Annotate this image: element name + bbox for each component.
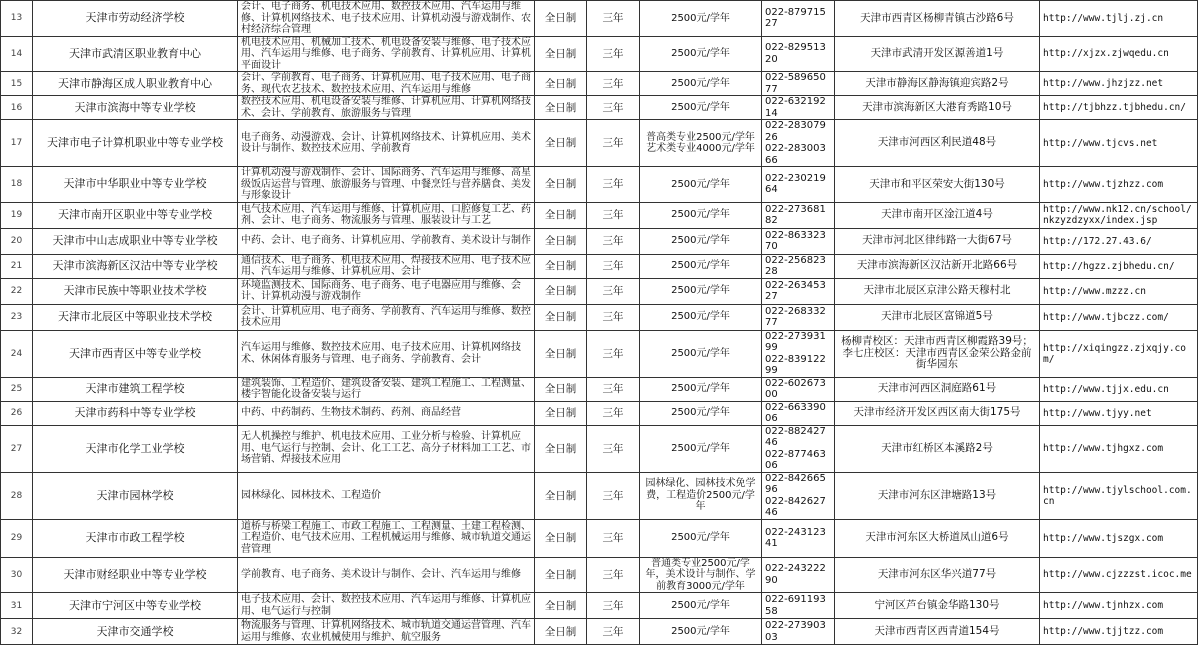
phone [762, 304, 835, 330]
phone [762, 254, 835, 278]
majors: 物流服务与管理、计算机网络技术、城市轨道交通运营管理、汽车运用与维修、农业机械使用与维护、航空服务 [238, 619, 535, 645]
row-number: 26 [1, 401, 33, 425]
duration: 三年 [587, 330, 640, 377]
table-row [1, 401, 1198, 425]
tuition-fee-line: 园林绿化、园林技术免学费，工程造价2500元/学年 [645, 478, 756, 513]
row-number: 20 [1, 228, 33, 254]
website: http://www.tjjtzz.com [1040, 619, 1198, 645]
row-number: 29 [1, 519, 33, 557]
website: http://www.tjylschool.com.cn [1040, 472, 1198, 519]
website: http://www.tjcvs.net [1040, 120, 1198, 167]
row-number: 16 [1, 96, 33, 120]
phone-line: 022-58965077 [765, 72, 826, 95]
phone-line: 022-87971527 [765, 6, 826, 30]
phone [762, 72, 835, 96]
phone-line: 022-24322290 [765, 563, 826, 586]
tuition-fee-line: 2500元/学年 [671, 77, 730, 89]
website: http://www.tjyy.net [1040, 401, 1198, 425]
tuition-fee-line: 2500元/学年 [671, 532, 730, 544]
study-mode: 全日制 [535, 472, 587, 519]
tuition-fee [640, 167, 762, 203]
study-mode: 全日制 [535, 167, 587, 203]
website: http://www.tjnhzx.com [1040, 593, 1198, 619]
school-name: 天津市财经职业中等专业学校 [33, 557, 238, 593]
tuition-fee-line: 2500元/学年 [671, 383, 730, 395]
tuition-fee [640, 330, 762, 377]
duration: 三年 [587, 228, 640, 254]
school-name: 天津市电子计算机职业中等专业学校 [33, 120, 238, 167]
table-row [1, 619, 1198, 645]
website: http://www.tjbczz.com/ [1040, 304, 1198, 330]
row-number: 27 [1, 425, 33, 472]
tuition-fee [640, 472, 762, 519]
address: 天津市滨海新区汉沽新开北路66号 [835, 254, 1040, 278]
table-row [1, 377, 1198, 401]
address: 天津市河东区华兴道77号 [835, 557, 1040, 593]
address: 天津市滨海新区大港育秀路10号 [835, 96, 1040, 120]
study-mode: 全日制 [535, 72, 587, 96]
majors: 学前教育、电子商务、美术设计与制作、会计、汽车运用与维修 [238, 557, 535, 593]
address: 天津市河北区律纬路一大街67号 [835, 228, 1040, 254]
website: http://xjzx.zjwqedu.cn [1040, 36, 1198, 72]
website: http://www.tjjx.edu.cn [1040, 377, 1198, 401]
address: 杨柳青校区：天津市西青区柳霞路39号；李七庄校区：天津市西青区金荣公路金前街华园东 [835, 330, 1040, 377]
tuition-fee [640, 202, 762, 228]
row-number: 21 [1, 254, 33, 278]
table-row [1, 472, 1198, 519]
tuition-fee [640, 1, 762, 37]
phone-line: 022-87746306 [765, 448, 826, 471]
phone [762, 167, 835, 203]
phone-line: 022-26833277 [765, 305, 826, 328]
table-row [1, 304, 1198, 330]
duration: 三年 [587, 377, 640, 401]
table-body [1, 1, 1198, 645]
address: 天津市河西区洞庭路61号 [835, 377, 1040, 401]
row-number: 15 [1, 72, 33, 96]
study-mode: 全日制 [535, 593, 587, 619]
duration: 三年 [587, 557, 640, 593]
website: http://www.jhzjzz.net [1040, 72, 1198, 96]
majors: 会计、电子商务、机电技术应用、数控技术应用、汽车运用与维修、计算机网络技术、电子技术应用、计算机动漫与游戏制作、农村经济综合管理 [238, 1, 535, 37]
tuition-fee [640, 278, 762, 304]
address: 天津市和平区荣安大街130号 [835, 167, 1040, 203]
study-mode: 全日制 [535, 228, 587, 254]
tuition-fee-line: 2500元/学年 [671, 407, 730, 419]
phone-line: 022-83912299 [765, 353, 826, 376]
school-name: 天津市北辰区中等职业技术学校 [33, 304, 238, 330]
address: 天津市静海区静海镇迎宾路2号 [835, 72, 1040, 96]
phone [762, 472, 835, 519]
table-row [1, 72, 1198, 96]
phone [762, 519, 835, 557]
phone [762, 278, 835, 304]
row-number: 19 [1, 202, 33, 228]
tuition-fee-line: 2500元/学年 [671, 285, 730, 297]
phone [762, 36, 835, 72]
majors: 无人机操控与维护、机电技术应用、工业分析与检验、计算机应用、电气运行与控制、会计、化工工艺、高分子材料加工工艺、市场营销、焊接技术应用 [238, 425, 535, 472]
tuition-fee [640, 619, 762, 645]
tuition-fee-line: 2500元/学年 [671, 12, 730, 24]
address: 天津市经济开发区西区南大街175号 [835, 401, 1040, 425]
address: 天津市红桥区本溪路2号 [835, 425, 1040, 472]
table-row [1, 202, 1198, 228]
address: 天津市河西区利民道48号 [835, 120, 1040, 167]
phone [762, 120, 835, 167]
tuition-fee-line: 2500元/学年 [671, 599, 730, 611]
tuition-fee-line: 2500元/学年 [671, 48, 730, 59]
tuition-fee [640, 519, 762, 557]
majors: 环境监测技术、国际商务、电子商务、电子电器应用与维修、会计、计算机动漫与游戏制作 [238, 278, 535, 304]
phone-line: 022-27390303 [765, 620, 826, 643]
tuition-fee [640, 120, 762, 167]
school-name: 天津市滨海中等专业学校 [33, 96, 238, 120]
school-name: 天津市南开区职业中等专业学校 [33, 202, 238, 228]
study-mode: 全日制 [535, 425, 587, 472]
phone-line: 022-63219214 [765, 96, 826, 119]
tuition-fee [640, 401, 762, 425]
school-name: 天津市中山志成职业中等专业学校 [33, 228, 238, 254]
tuition-fee-line: 2500元/学年 [671, 442, 730, 454]
phone [762, 593, 835, 619]
school-name: 天津市市政工程学校 [33, 519, 238, 557]
duration: 三年 [587, 254, 640, 278]
duration: 三年 [587, 401, 640, 425]
study-mode: 全日制 [535, 254, 587, 278]
website: http://172.27.43.6/ [1040, 228, 1198, 254]
duration: 三年 [587, 202, 640, 228]
phone-line: 022-27393199 [765, 330, 826, 353]
study-mode: 全日制 [535, 202, 587, 228]
study-mode: 全日制 [535, 330, 587, 377]
phone [762, 401, 835, 425]
tuition-fee [640, 96, 762, 120]
majors: 中药、中药制药、生物技术制药、药剂、商品经营 [238, 401, 535, 425]
majors: 道桥与桥梁工程施工、市政工程施工、工程测量、土建工程检测、工程造价、电气技术应用、工程机械运用与维修、城市轨道交通运营管理 [238, 519, 535, 557]
table-row [1, 36, 1198, 72]
phone [762, 330, 835, 377]
table-row [1, 278, 1198, 304]
phone-line: 022-60267300 [765, 377, 826, 400]
majors: 电子商务、动漫游戏、会计、计算机网络技术、计算机应用、美术设计与制作、数控技术应用、学前教育 [238, 120, 535, 167]
table-row [1, 1, 1198, 37]
study-mode: 全日制 [535, 120, 587, 167]
study-mode: 全日制 [535, 557, 587, 593]
website: http://www.tjhgxz.com [1040, 425, 1198, 472]
majors: 电子技术应用、会计、数控技术应用、汽车运用与维修、计算机应用、电气运行与控制 [238, 593, 535, 619]
row-number: 25 [1, 377, 33, 401]
majors: 数控技术应用、机电设备安装与维修、计算机应用、计算机网络技术、会计、学前教育、旅游服务与管理 [238, 96, 535, 120]
website: http://www.tjszgx.com [1040, 519, 1198, 557]
phone-line: 022-69119358 [765, 594, 826, 617]
tuition-fee [640, 228, 762, 254]
address: 天津市南开区淦江道4号 [835, 202, 1040, 228]
majors: 计算机动漫与游戏制作、会计、国际商务、汽车运用与维修、高星级饭店运营与管理、旅游服务与管理、中餐烹饪与营养膳食、美发与形象设计 [238, 167, 535, 203]
school-name: 天津市交通学校 [33, 619, 238, 645]
website: http://www.cjzzzst.icoc.me [1040, 557, 1198, 593]
study-mode: 全日制 [535, 278, 587, 304]
website: http://www.tjlj.zj.cn [1040, 1, 1198, 37]
phone-line: 022-66339006 [765, 401, 826, 424]
table-row [1, 167, 1198, 203]
phone [762, 557, 835, 593]
tuition-fee-line: 2500元/学年 [671, 235, 730, 247]
majors: 汽车运用与维修、数控技术应用、电子技术应用、计算机网络技术、休闲体育服务与管理、电子商务、学前教育、会计 [238, 330, 535, 377]
school-name: 天津市中华职业中等专业学校 [33, 167, 238, 203]
tuition-fee-line: 2500元/学年 [671, 347, 730, 359]
majors: 建筑装饰、工程造价、建筑设备安装、建筑工程施工、工程测量、楼宇智能化设备安装与运行 [238, 377, 535, 401]
phone [762, 619, 835, 645]
duration: 三年 [587, 304, 640, 330]
duration: 三年 [587, 1, 640, 37]
tuition-fee [640, 36, 762, 72]
tuition-fee [640, 304, 762, 330]
address: 天津市北辰区富锦道5号 [835, 304, 1040, 330]
tuition-fee-line: 普高类专业2500元/学年 [646, 131, 755, 143]
school-name: 天津市药科中等专业学校 [33, 401, 238, 425]
phone-line: 022-23021964 [765, 172, 826, 196]
website: http://www.mzzz.cn [1040, 278, 1198, 304]
phone-line: 022-26345327 [765, 279, 826, 302]
row-number: 17 [1, 120, 33, 167]
table-row [1, 120, 1198, 167]
majors: 电气技术应用、汽车运用与维修、计算机应用、口腔修复工艺、药剂、会计、电子商务、物流服务与管理、服装设计与工艺 [238, 202, 535, 228]
tuition-fee [640, 254, 762, 278]
duration: 三年 [587, 472, 640, 519]
address: 天津市西青区杨柳青镇古沙路6号 [835, 1, 1040, 37]
phone [762, 202, 835, 228]
table-row [1, 228, 1198, 254]
school-name: 天津市宁河区中等专业学校 [33, 593, 238, 619]
tuition-fee-line: 2500元/学年 [671, 260, 730, 272]
phone [762, 96, 835, 120]
phone-line: 022-84262746 [765, 495, 826, 518]
school-name: 天津市滨海新区汉沽中等专业学校 [33, 254, 238, 278]
duration: 三年 [587, 167, 640, 203]
duration: 三年 [587, 96, 640, 120]
tuition-fee-line: 2500元/学年 [671, 311, 730, 323]
study-mode: 全日制 [535, 96, 587, 120]
tuition-fee [640, 593, 762, 619]
tuition-fee [640, 72, 762, 96]
school-name: 天津市民族中等职业技术学校 [33, 278, 238, 304]
row-number: 23 [1, 304, 33, 330]
website: http://www.tjzhzz.com [1040, 167, 1198, 203]
row-number: 18 [1, 167, 33, 203]
study-mode: 全日制 [535, 304, 587, 330]
study-mode: 全日制 [535, 519, 587, 557]
address: 天津市河东区大桥道凤山道6号 [835, 519, 1040, 557]
phone-line: 022-24312341 [765, 526, 826, 549]
tuition-fee-line: 2500元/学年 [671, 625, 730, 637]
address: 天津市武清开发区源善道1号 [835, 36, 1040, 72]
phone-line: 022-82951320 [765, 42, 826, 65]
tuition-fee [640, 377, 762, 401]
phone-line: 022-28307926 [765, 120, 826, 143]
phone-line: 022-88242746 [765, 425, 826, 448]
school-name: 天津市化学工业学校 [33, 425, 238, 472]
majors: 机电技术应用、机械加工技术、机电设备安装与维修、电子技术应用、汽车运用与维修、电子商务、学前教育、计算机应用、计算机平面设计 [238, 36, 535, 72]
phone-line: 022-28300366 [765, 143, 826, 166]
majors: 园林绿化、园林技术、工程造价 [238, 472, 535, 519]
school-name: 天津市西青区中等专业学校 [33, 330, 238, 377]
table-row [1, 425, 1198, 472]
majors: 会计、学前教育、电子商务、计算机应用、电子技术应用、电子商务、现代农艺技术、数控技术应用、汽车运用与维修 [238, 72, 535, 96]
duration: 三年 [587, 72, 640, 96]
phone [762, 1, 835, 37]
school-name: 天津市劳动经济学校 [33, 1, 238, 37]
phone-line: 022-86332370 [765, 229, 826, 252]
row-number: 14 [1, 36, 33, 72]
phone [762, 377, 835, 401]
duration: 三年 [587, 120, 640, 167]
phone-line: 022-25682328 [765, 254, 826, 277]
study-mode: 全日制 [535, 619, 587, 645]
phone [762, 425, 835, 472]
website: http://www.nk12.cn/school/nkzyzdzyxx/index.jsp [1040, 202, 1198, 228]
row-number: 32 [1, 619, 33, 645]
tuition-fee-line: 2500元/学年 [671, 101, 730, 113]
address: 天津市北辰区京津公路天穆村北 [835, 278, 1040, 304]
website: http://hgzz.zjbhedu.cn/ [1040, 254, 1198, 278]
row-number: 28 [1, 472, 33, 519]
website: http://tjbhzz.tjbhedu.cn/ [1040, 96, 1198, 120]
study-mode: 全日制 [535, 377, 587, 401]
tuition-fee-line: 普通类专业2500元/学年，美术设计与制作、学前教育3000元/学年 [645, 557, 756, 592]
school-name: 天津市园林学校 [33, 472, 238, 519]
address: 天津市西青区西青道154号 [835, 619, 1040, 645]
table-row [1, 593, 1198, 619]
row-number: 13 [1, 1, 33, 37]
study-mode: 全日制 [535, 401, 587, 425]
phone [762, 228, 835, 254]
address: 宁河区芦台镇金华路130号 [835, 593, 1040, 619]
phone-line: 022-27368182 [765, 203, 826, 226]
duration: 三年 [587, 36, 640, 72]
table-row [1, 330, 1198, 377]
study-mode: 全日制 [535, 1, 587, 37]
duration: 三年 [587, 278, 640, 304]
table-row [1, 254, 1198, 278]
majors: 中药、会计、电子商务、计算机应用、学前教育、美术设计与制作 [238, 228, 535, 254]
tuition-fee-line: 2500元/学年 [671, 209, 730, 221]
website: http://xiqingzz.zjxqjy.com/ [1040, 330, 1198, 377]
majors: 通信技术、电子商务、机电技术应用、焊接技术应用、电子技术应用、汽车运用与维修、计算机应用、会计 [238, 254, 535, 278]
duration: 三年 [587, 619, 640, 645]
study-mode: 全日制 [535, 36, 587, 72]
row-number: 24 [1, 330, 33, 377]
tuition-fee [640, 425, 762, 472]
row-number: 31 [1, 593, 33, 619]
address: 天津市河东区津塘路13号 [835, 472, 1040, 519]
duration: 三年 [587, 425, 640, 472]
tuition-fee-line: 2500元/学年 [671, 178, 730, 190]
tuition-fee-line: 艺术类专业4000元/学年 [646, 143, 755, 154]
phone-line: 022-84266596 [765, 472, 826, 495]
majors: 会计、计算机应用、电子商务、学前教育、汽车运用与维修、数控技术应用 [238, 304, 535, 330]
row-number: 22 [1, 278, 33, 304]
table-row [1, 96, 1198, 120]
school-name: 天津市武清区职业教育中心 [33, 36, 238, 72]
duration: 三年 [587, 593, 640, 619]
school-name: 天津市静海区成人职业教育中心 [33, 72, 238, 96]
school-name: 天津市建筑工程学校 [33, 377, 238, 401]
table-row [1, 557, 1198, 593]
tuition-fee [640, 557, 762, 593]
row-number: 30 [1, 557, 33, 593]
table-row [1, 519, 1198, 557]
duration: 三年 [587, 519, 640, 557]
